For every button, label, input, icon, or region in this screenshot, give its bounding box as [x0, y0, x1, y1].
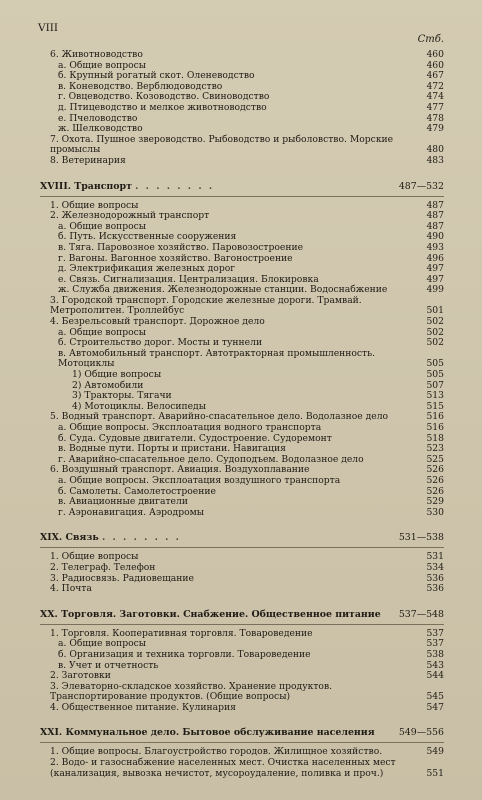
entry-title: г. Овцеводство. Козоводство. Свиноводство — [58, 91, 270, 103]
entry-page: 507 — [426, 379, 444, 391]
toc-entry — [40, 682, 444, 703]
entry-title: а. Общие вопросы. Эксплоатация водного транспорта — [58, 422, 322, 433]
entry-page: 526 — [426, 485, 444, 497]
section-heading-xix — [40, 532, 444, 544]
entry-page: 487 — [426, 210, 444, 222]
section-heading-xxi — [40, 727, 444, 739]
entry-title: 2. Заготовки — [50, 670, 111, 682]
entry-page: 474 — [426, 91, 444, 103]
entry-title: 1) Общие вопросы — [72, 369, 162, 381]
toc-entry — [40, 349, 444, 370]
entry-page: 479 — [426, 123, 444, 135]
block-xxi — [40, 747, 444, 779]
leader-dots: . . . . . . . . — [101, 532, 181, 544]
leader-dots: . . . . . . . . — [135, 180, 215, 192]
entry-page: 497 — [426, 273, 444, 285]
section-title: XX. Торговля. Заготовки. Снабжение. Общественное питание — [40, 608, 381, 620]
entry-title: 4) Мотоциклы. Велосипеды — [72, 400, 207, 412]
entry-page: 526 — [426, 464, 444, 476]
entry-title: 4. Почта — [50, 583, 92, 595]
entry-page: 480 — [426, 144, 444, 156]
entry-title: б. Самолеты. Самолетостроение — [58, 485, 216, 497]
entry-page: 477 — [426, 101, 444, 113]
entry-title: а. Общие вопросы — [58, 59, 147, 71]
toc-entry — [40, 508, 444, 519]
entry-title: б. Строительство дорог. Мосты и туннели — [58, 337, 263, 349]
entry-title: 7. Охота. Пушное звероводство. Рыбоводство и рыболовство. Морские промыслы — [50, 133, 394, 156]
entry-page: 487 — [426, 199, 444, 211]
entry-page: 505 — [426, 358, 444, 370]
section-heading-xviii — [40, 181, 444, 193]
toc-entry — [40, 296, 444, 317]
entry-title: б. Организация и техника торговли. Товароведение — [58, 648, 311, 660]
toc-entry — [40, 156, 444, 167]
entry-page: 537 — [426, 638, 444, 650]
section-heading-xx — [40, 609, 444, 621]
entry-page: 536 — [426, 572, 444, 584]
entry-page: 505 — [426, 369, 444, 381]
entry-page: 513 — [426, 390, 444, 402]
entry-page: 497 — [426, 263, 444, 275]
entry-page: 472 — [426, 80, 444, 92]
toc-entry — [40, 135, 444, 156]
entry-title: е. Пчеловодство — [58, 112, 138, 124]
entry-title: д. Электрификация железных дорог — [58, 263, 236, 275]
entry-title: ж. Служба движения. Железнодорожные станции. Водоснабжение — [58, 284, 388, 296]
entry-title: 5. Водный транспорт. Аварийно-спасательное дело. Водолазное дело — [50, 411, 389, 423]
entry-page: 551 — [426, 767, 444, 779]
entry-page: 531 — [426, 551, 444, 563]
entry-page: 530 — [426, 506, 444, 518]
entry-page: 518 — [426, 432, 444, 444]
toc-entry — [40, 758, 444, 779]
entry-page: 525 — [426, 453, 444, 465]
section-pages: 549—556 — [398, 727, 444, 739]
section-pages: 487—532 — [398, 180, 444, 192]
entry-title: а. Общие вопросы — [58, 638, 147, 650]
entry-title: г. Аварийно-спасательное дело. Судоподъем. Водолазное дело — [58, 453, 364, 465]
entry-page: 545 — [426, 691, 444, 703]
entry-title: 4. Общественное питание. Кулинария — [50, 701, 236, 713]
section-title: XXI. Коммунальное дело. Бытовое обслуживание населения — [40, 727, 375, 739]
entry-title: г. Аэронавигация. Аэродромы — [58, 506, 205, 518]
entry-title: б. Крупный рогатый скот. Оленеводство — [58, 70, 255, 82]
entry-page: 493 — [426, 241, 444, 253]
entry-title: 2. Железнодорожный транспорт — [50, 210, 210, 222]
entry-page: 549 — [426, 746, 444, 758]
entry-page: 502 — [426, 316, 444, 328]
entry-title: 1. Общие вопросы — [50, 199, 139, 211]
entry-title: в. Авиационные двигатели — [58, 496, 188, 508]
entry-title: б. Суда. Судовые двигатели. Судостроение. Судоремонт — [58, 432, 332, 444]
entry-title: д. Птицеводство и мелкое животноводство — [58, 101, 267, 113]
entry-page: 536 — [426, 583, 444, 595]
page-header — [38, 22, 444, 45]
entry-title: в. Коневодство. Верблюдоводство — [58, 80, 223, 92]
entry-title: е. Связь. Сигнализация. Централизация. Блокировка — [58, 273, 319, 285]
entry-title: а. Общие вопросы — [58, 220, 147, 232]
entry-page: 516 — [426, 422, 444, 433]
entry-page: 501 — [426, 305, 444, 317]
entry-title: 3. Радиосвязь. Радиовещание — [50, 572, 194, 584]
entry-title: г. Вагоны. Вагонное хозяйство. Вагоностроение — [58, 252, 293, 264]
section-title: XVIII. Транспорт — [40, 180, 132, 192]
block-xx — [40, 629, 444, 714]
entry-page: 502 — [426, 326, 444, 338]
entry-page: 523 — [426, 443, 444, 455]
entry-title: 4. Безрельсовый транспорт. Дорожное дело — [50, 316, 265, 328]
divider — [40, 547, 444, 548]
entry-page: 537 — [426, 627, 444, 639]
entry-page: 526 — [426, 474, 444, 486]
entry-page: 499 — [426, 284, 444, 296]
entry-page: 467 — [426, 70, 444, 82]
entry-page: 460 — [426, 49, 444, 60]
entry-title: 3. Элеваторно-складское хозяйство. Хранение продуктов. Транспортирование продуктов. (Общие вопросы) — [50, 680, 333, 703]
entry-title: в. Водные пути. Порты и пристани. Навигация — [58, 443, 286, 455]
entry-title: 3) Тракторы. Тягачи — [72, 390, 172, 402]
entry-title: 2) Автомобили — [72, 379, 144, 391]
entry-title: 1. Торговля. Кооперативная торговля. Товароведение — [50, 627, 313, 639]
entry-title: 6. Животноводство — [50, 49, 143, 60]
entry-page: 529 — [426, 496, 444, 508]
entry-title: а. Общие вопросы — [58, 326, 147, 338]
toc-entry — [40, 584, 444, 595]
table-of-contents — [40, 50, 444, 779]
entry-title: в. Автомобильный транспорт. Автотракторная промышленность. Мотоциклы — [58, 347, 376, 370]
entry-page: 547 — [426, 701, 444, 713]
divider — [40, 742, 444, 743]
page-number: VIII — [38, 22, 59, 34]
entry-title: в. Учет и отчетность — [58, 659, 159, 671]
entry-title: а. Общие вопросы. Эксплоатация воздушного транспорта — [58, 474, 341, 486]
block-xviii — [40, 201, 444, 519]
toc-entry — [40, 574, 444, 585]
section-pages: 537—548 — [398, 608, 444, 620]
entry-page: 478 — [426, 112, 444, 124]
entry-title: ж. Шелководство — [58, 123, 143, 135]
entry-title: 2. Телеграф. Телефон — [50, 561, 156, 573]
entry-title: в. Тяга. Паровозное хозяйство. Паровозостроение — [58, 241, 304, 253]
entry-title: 1. Общие вопросы. Благоустройство городов. Жилищное хозяйство. — [50, 746, 383, 758]
entry-page: 487 — [426, 220, 444, 232]
toc-entry — [40, 703, 444, 714]
entry-page: 490 — [426, 231, 444, 243]
entry-page: 502 — [426, 337, 444, 349]
block-top — [40, 50, 444, 167]
entry-title: 3. Городской транспорт. Городские железные дороги. Трамвай. Метрополитен. Троллейбус — [50, 294, 362, 317]
entry-page: 515 — [426, 400, 444, 412]
block-xix — [40, 552, 444, 594]
entry-page: 538 — [426, 648, 444, 660]
section-pages: 531—538 — [398, 532, 444, 544]
entry-page: 543 — [426, 659, 444, 671]
entry-page: 534 — [426, 561, 444, 573]
entry-page: 496 — [426, 252, 444, 264]
divider — [40, 624, 444, 625]
entry-page: 516 — [426, 411, 444, 423]
section-title: XIX. Связь — [40, 532, 99, 544]
entry-title: 6. Воздушный транспорт. Авиация. Воздухоплавание — [50, 464, 310, 476]
entry-title: б. Путь. Искусственные сооружения — [58, 231, 237, 243]
divider — [40, 196, 444, 197]
entry-page: 483 — [426, 154, 444, 166]
column-label: Стб. — [417, 34, 444, 45]
entry-title: 1. Общие вопросы — [50, 551, 139, 563]
entry-page: 544 — [426, 670, 444, 682]
entry-title: 2. Водо- и газоснабжение населенных мест. Очистка населенных мест (канализация, вывозка нечистот, мусороудаление, поливка и проч.) — [50, 757, 396, 779]
entry-page: 460 — [426, 59, 444, 71]
entry-title: 8. Ветеринария — [50, 154, 126, 166]
